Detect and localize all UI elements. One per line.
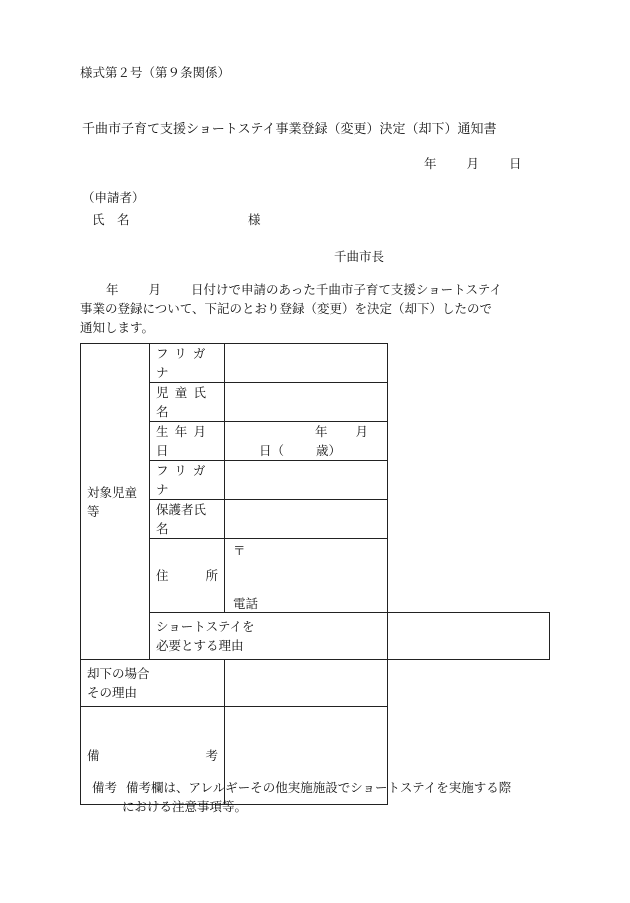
body-line3: 通知します。 bbox=[80, 320, 155, 335]
birth-date-value[interactable] bbox=[225, 422, 388, 461]
body-year: 年 bbox=[106, 282, 119, 297]
guardian-kana-value[interactable] bbox=[225, 461, 388, 500]
birth-age: 歳） bbox=[316, 443, 342, 458]
document-title: 千曲市子育て支援ショートステイ事業登録（変更）決定（却下）通知書 bbox=[82, 122, 497, 137]
child-name-label: 児童氏名 bbox=[156, 385, 213, 419]
body-text bbox=[80, 280, 550, 337]
issue-date-month: 月 bbox=[466, 156, 480, 171]
reject-label-cell bbox=[81, 660, 225, 707]
reject-value[interactable] bbox=[225, 660, 388, 707]
remarks-label-a: 備 bbox=[87, 748, 100, 763]
footnote-line1: 備考欄は、アレルギーその他実施施設でショートステイを実施する際 bbox=[126, 780, 512, 795]
body-line2: 事業の登録について、下記のとおり登録（変更）を決定（却下）したので bbox=[80, 301, 493, 316]
birth-year: 年 bbox=[315, 424, 328, 439]
footnote-heading: 備考 bbox=[92, 780, 118, 795]
child-name-label-cell bbox=[150, 383, 225, 422]
issuer: 千曲市長 bbox=[334, 249, 385, 264]
birth-date-label-cell bbox=[150, 422, 225, 461]
guardian-name-value[interactable] bbox=[225, 500, 388, 539]
child-name-value[interactable] bbox=[225, 383, 388, 422]
applicant-label: （申請者） bbox=[82, 190, 145, 205]
remarks-label-b: 考 bbox=[205, 748, 218, 763]
child-kana-label: フリガナ bbox=[156, 346, 212, 380]
guardian-name-label: 保護者氏名 bbox=[156, 502, 207, 536]
issue-date-day: 日 bbox=[509, 156, 522, 171]
reason-label-1: ショートステイを bbox=[156, 619, 255, 634]
birth-month: 月 bbox=[355, 424, 369, 439]
child-kana-label-cell bbox=[150, 344, 225, 383]
phone-label: 電話 bbox=[233, 596, 259, 611]
reason-label-cell bbox=[150, 613, 388, 660]
footnote bbox=[92, 778, 552, 816]
reason-label-2: 必要とする理由 bbox=[156, 638, 244, 653]
footnote-line2: における注意事項等。 bbox=[122, 799, 248, 814]
body-month: 月 bbox=[148, 282, 162, 297]
notification-table bbox=[80, 343, 550, 805]
reject-label-1: 却下の場合 bbox=[87, 666, 150, 681]
guardian-kana-label: フリガナ bbox=[156, 463, 212, 497]
issue-date-year: 年 bbox=[424, 156, 437, 171]
reject-label-2: その理由 bbox=[87, 685, 138, 700]
address-label-cell bbox=[150, 539, 225, 613]
group-label-cell bbox=[81, 344, 150, 660]
reason-value[interactable] bbox=[387, 613, 550, 660]
body-day-text: 日付けで申請のあった千曲市子育て支援ショートステイ bbox=[191, 282, 502, 297]
child-kana-value[interactable] bbox=[225, 344, 388, 383]
applicant-name-label: 氏 名 bbox=[92, 212, 130, 227]
postal-mark: 〒 bbox=[233, 543, 246, 558]
form-number: 様式第２号（第９条関係） bbox=[80, 65, 231, 80]
birth-day: 日（ bbox=[259, 443, 285, 458]
group-label: 対象児童等 bbox=[87, 484, 138, 519]
issue-date bbox=[424, 154, 522, 172]
guardian-kana-label-cell bbox=[150, 461, 225, 500]
applicant-honorific: 様 bbox=[248, 212, 261, 227]
address-label-a: 住 bbox=[156, 568, 169, 583]
applicant-name-line bbox=[92, 210, 261, 228]
address-value[interactable] bbox=[225, 539, 388, 613]
birth-date-label: 生年月日 bbox=[156, 424, 213, 458]
guardian-name-label-cell bbox=[150, 500, 225, 539]
address-label-b: 所 bbox=[205, 568, 218, 583]
